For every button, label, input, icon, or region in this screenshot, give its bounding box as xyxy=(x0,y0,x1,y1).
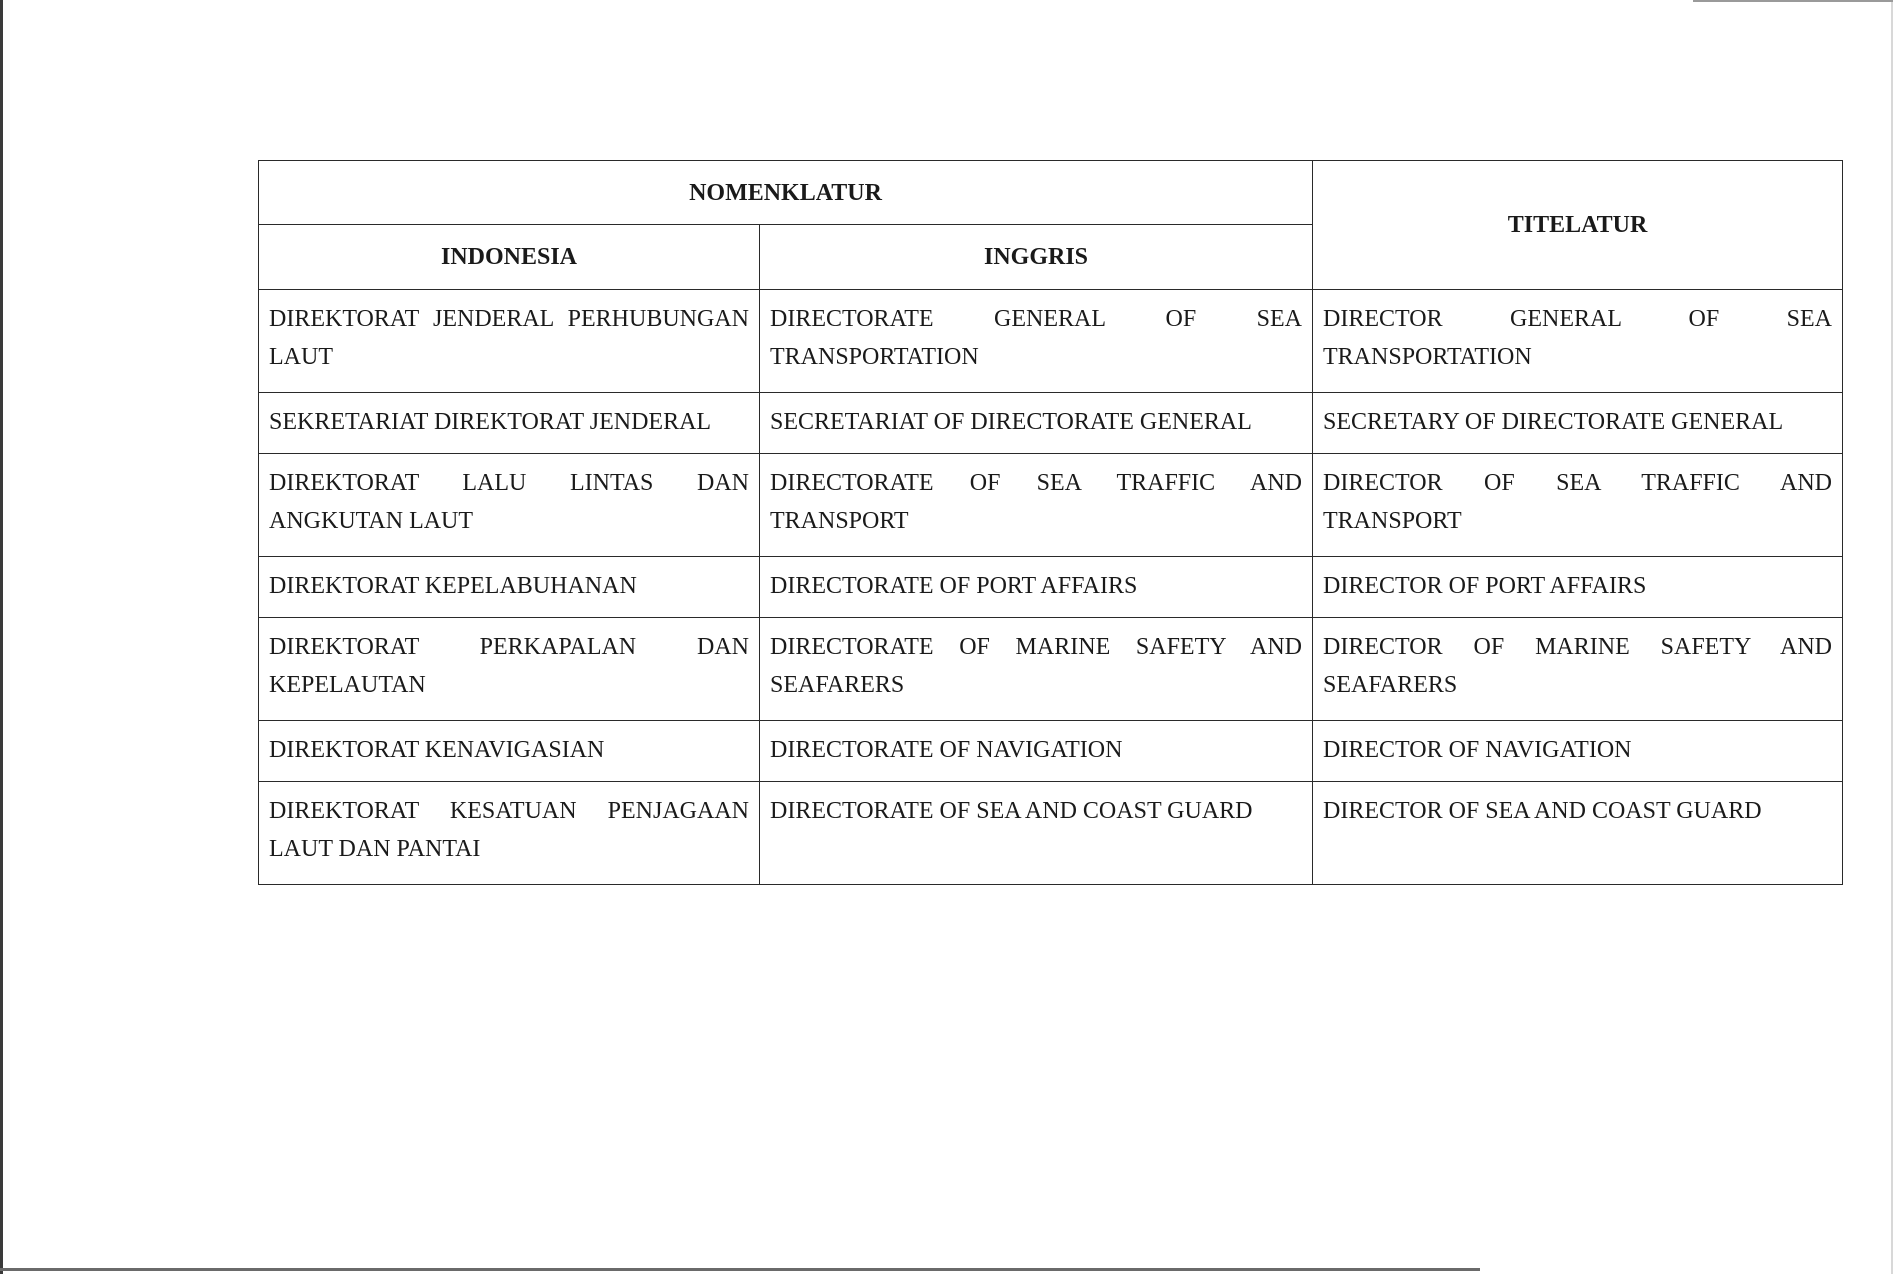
cell-inggris: DIRECTORATE OF SEA AND COAST GUARD xyxy=(760,782,1313,885)
cell-inggris: DIRECTORATE OF MARINE SAFETY AND SEAFARERS xyxy=(760,618,1313,721)
cell-titelatur: DIRECTOR OF SEA TRAFFIC AND TRANSPORT xyxy=(1313,454,1843,557)
table-header xyxy=(259,161,1843,290)
nomenclature-table xyxy=(258,160,1843,885)
table-row xyxy=(259,782,1843,885)
cell-inggris: DIRECTORATE GENERAL OF SEA TRANSPORTATION xyxy=(760,290,1313,393)
header-inggris: INGGRIS xyxy=(760,225,1313,290)
cell-indonesia: DIREKTORAT LALU LINTAS DAN ANGKUTAN LAUT xyxy=(259,454,760,557)
cell-inggris: DIRECTORATE OF NAVIGATION xyxy=(760,721,1313,782)
table-row xyxy=(259,618,1843,721)
cell-indonesia: SEKRETARIAT DIREKTORAT JENDERAL xyxy=(259,393,760,454)
cell-indonesia: DIREKTORAT KENAVIGASIAN xyxy=(259,721,760,782)
scan-border-top xyxy=(1693,0,1893,2)
cell-indonesia: DIREKTORAT JENDERAL PERHUBUNGAN LAUT xyxy=(259,290,760,393)
table-body xyxy=(259,290,1843,885)
header-titelatur: TITELATUR xyxy=(1313,161,1843,290)
cell-inggris: SECRETARIAT OF DIRECTORATE GENERAL xyxy=(760,393,1313,454)
table-row xyxy=(259,290,1843,393)
scan-border-bottom xyxy=(0,1268,1480,1271)
header-row-top xyxy=(259,161,1843,225)
cell-titelatur: DIRECTOR OF NAVIGATION xyxy=(1313,721,1843,782)
cell-indonesia: DIREKTORAT PERKAPALAN DAN KEPELAUTAN xyxy=(259,618,760,721)
cell-inggris: DIRECTORATE OF PORT AFFAIRS xyxy=(760,557,1313,618)
cell-indonesia: DIREKTORAT KEPELABUHANAN xyxy=(259,557,760,618)
cell-inggris: DIRECTORATE OF SEA TRAFFIC AND TRANSPORT xyxy=(760,454,1313,557)
header-indonesia: INDONESIA xyxy=(259,225,760,290)
scan-border-left xyxy=(0,0,3,1274)
cell-indonesia: DIREKTORAT KESATUAN PENJAGAAN LAUT DAN PANTAI xyxy=(259,782,760,885)
cell-titelatur: DIRECTOR OF SEA AND COAST GUARD xyxy=(1313,782,1843,885)
cell-titelatur: SECRETARY OF DIRECTORATE GENERAL xyxy=(1313,393,1843,454)
table-row xyxy=(259,721,1843,782)
header-nomenklatur: NOMENKLATUR xyxy=(259,161,1313,225)
cell-titelatur: DIRECTOR OF PORT AFFAIRS xyxy=(1313,557,1843,618)
table-row xyxy=(259,454,1843,557)
table-row xyxy=(259,393,1843,454)
cell-titelatur: DIRECTOR GENERAL OF SEA TRANSPORTATION xyxy=(1313,290,1843,393)
table-row xyxy=(259,557,1843,618)
cell-titelatur: DIRECTOR OF MARINE SAFETY AND SEAFARERS xyxy=(1313,618,1843,721)
